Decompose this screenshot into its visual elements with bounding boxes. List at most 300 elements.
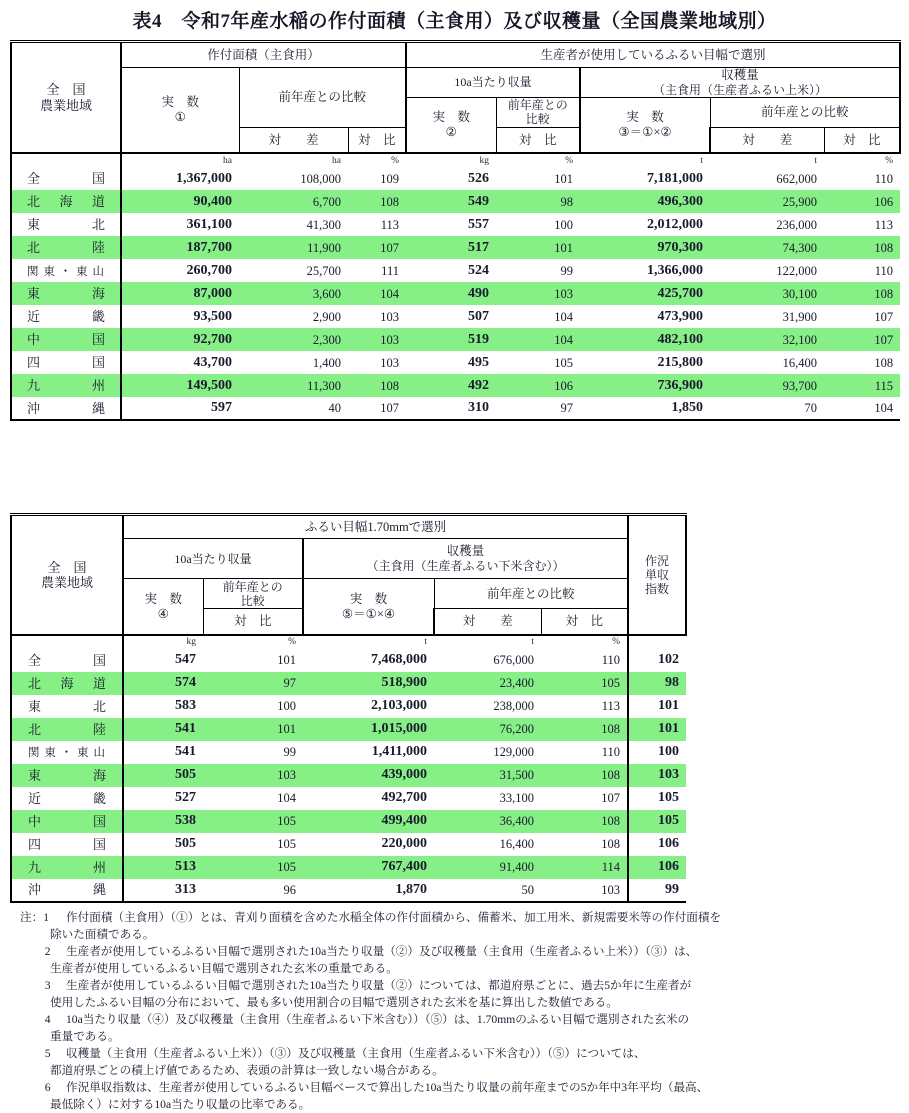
- cell-value: 970,300: [580, 236, 710, 259]
- footnote-line: [20, 977, 893, 994]
- units-stub: [11, 635, 123, 649]
- table-row: [11, 374, 900, 397]
- t1-col-yield10a-real-line1: 実 数: [432, 110, 470, 125]
- cell-value: 103: [380, 355, 399, 370]
- cell-value: 2,012,000: [647, 216, 703, 232]
- cell-value: 36,400: [434, 810, 541, 833]
- region-label-text: 沖縄: [27, 400, 105, 416]
- cell-value: 1,411,000: [371, 744, 427, 760]
- table-row: [11, 167, 900, 190]
- cell-value: 2,900: [312, 309, 341, 324]
- t2-group-sieve170: ふるい目幅1.70mmで選別: [123, 515, 628, 539]
- unit-label: [628, 635, 686, 649]
- t1-col-area-real: [121, 68, 239, 154]
- region-label-text: 四国: [27, 355, 105, 371]
- footnote-text: 重量である。: [50, 1030, 120, 1044]
- cell-value: 113: [874, 217, 894, 232]
- table-row: [11, 282, 900, 305]
- unit-label: %: [541, 635, 628, 649]
- cell-value: 122,000: [776, 263, 817, 278]
- table-row: [11, 351, 900, 374]
- footnotes: [0, 903, 909, 1113]
- row-region-label: [11, 764, 123, 787]
- t2-col-index-line1: 作況: [645, 553, 670, 568]
- cell-value: 99: [560, 263, 573, 278]
- cell-value: 106: [824, 190, 900, 213]
- cell-value: 113: [380, 217, 399, 232]
- cell-value: 99: [283, 745, 296, 760]
- table2-header: [11, 515, 686, 635]
- t2-col-harvest-ratio: 対 比: [541, 609, 628, 635]
- row-region-label: [11, 167, 121, 190]
- cell-value: 505: [175, 836, 196, 852]
- cell-value: 736,900: [580, 374, 710, 397]
- t1-col-yield10a-compare-line1: 前年産との: [507, 98, 568, 113]
- cell-value: 7,468,000: [371, 652, 427, 668]
- cell-value: 101: [628, 718, 686, 741]
- cell-value: 111: [381, 263, 399, 278]
- footnote-line: [20, 1045, 893, 1062]
- t2-col-harvest-compare: 前年産との比較: [434, 579, 628, 609]
- cell-value: 104: [496, 328, 580, 351]
- table-crop-area-and-yield: [10, 40, 901, 421]
- table-row: [11, 856, 686, 879]
- cell-value: 108: [824, 282, 900, 305]
- table-row: [11, 190, 900, 213]
- cell-value: 490: [406, 282, 496, 305]
- cell-value: 549: [406, 190, 496, 213]
- cell-value: 495: [468, 354, 489, 370]
- unit-label: ha: [239, 153, 348, 167]
- units-stub: [11, 153, 121, 167]
- cell-value: 547: [175, 652, 196, 668]
- row-region-label: [11, 282, 121, 305]
- cell-value: 1,870: [303, 879, 434, 902]
- cell-value: 103: [496, 282, 580, 305]
- row-region-label: [11, 236, 121, 259]
- footnote-text: 生産者が使用しているふるい目幅で選別された10a当たり収量（②）については、都道府県ごとに、過去5か年に生産者が: [66, 979, 692, 993]
- cell-value: 96: [203, 879, 303, 902]
- t1-col-yield10a-real: [406, 97, 496, 153]
- cell-value: 6,700: [239, 190, 348, 213]
- cell-value: 107: [601, 791, 621, 806]
- cell-value: 103: [541, 879, 628, 902]
- cell-value: 30,100: [710, 282, 824, 305]
- cell-value: 98: [628, 672, 686, 695]
- t1-col-harvest: [580, 68, 900, 98]
- cell-value: 74,300: [710, 236, 824, 259]
- cell-value: 40: [239, 397, 348, 420]
- cell-value: 103: [203, 764, 303, 787]
- t1-col-area-diff: 対 差: [239, 127, 348, 153]
- cell-value: 574: [123, 672, 203, 695]
- row-region-label: [11, 695, 123, 718]
- cell-value: 31,500: [434, 764, 541, 787]
- cell-value: 105: [628, 810, 686, 833]
- cell-value: 2,300: [239, 328, 348, 351]
- t2-col-harvest-diff: 対 差: [434, 609, 541, 635]
- cell-value: 99: [628, 879, 686, 902]
- cell-value: 361,100: [186, 216, 232, 232]
- cell-value: 97: [496, 397, 580, 420]
- region-label-text: 沖縄: [28, 882, 106, 898]
- unit-label: %: [824, 153, 900, 167]
- t2-col-harvest-line2: （主食用（生産者ふるい下米含む））: [366, 559, 565, 574]
- cell-value: 101: [628, 695, 686, 718]
- cell-value: 1,015,000: [303, 718, 434, 741]
- cell-value: 108: [348, 374, 406, 397]
- cell-value: 90,400: [121, 190, 239, 213]
- t2-stub-line1: 全 国: [47, 559, 87, 575]
- cell-value: 662,000: [776, 171, 817, 186]
- cell-value: 105: [541, 672, 628, 695]
- row-region-label: [11, 718, 123, 741]
- footnote-text: 作況単収指数は、生産者が使用しているふるい目幅ベースで算出した10a当たり収量の前年産までの5か年中3年平均（最高、: [66, 1081, 709, 1095]
- footnote-text: 使用したふるい目幅の分布において、最も多い使用割合の目幅で選別された玄米を基に算出した数値である。: [50, 996, 618, 1010]
- cell-value: 215,800: [657, 354, 703, 370]
- footnote-line: [20, 909, 893, 926]
- units-row: [11, 153, 900, 167]
- cell-value: 91,400: [434, 856, 541, 879]
- footnote-text: 除いた面積である。: [50, 927, 155, 941]
- footnote-line: [20, 1011, 893, 1028]
- table-row: [11, 810, 686, 833]
- cell-value: 108: [348, 190, 406, 213]
- t2-stub-line2: 農業地域: [40, 575, 93, 591]
- cell-value: 541: [123, 718, 203, 741]
- t1-stub-header: [11, 42, 121, 154]
- cell-value: 541: [175, 744, 196, 760]
- region-label-text: 関東・東山: [27, 265, 105, 278]
- t1-stub-line1: 全 国: [46, 82, 86, 98]
- footnote-line: [20, 1096, 893, 1113]
- cell-value: 114: [541, 856, 628, 879]
- cell-value: 526: [468, 170, 489, 186]
- cell-value: 103: [380, 309, 399, 324]
- cell-value: 492,700: [381, 790, 427, 806]
- table-row: [11, 718, 686, 741]
- table-row: [11, 305, 900, 328]
- cell-value: 76,200: [434, 718, 541, 741]
- region-label-text: 東海: [28, 767, 106, 783]
- cell-value: 70: [710, 397, 824, 420]
- table-row: [11, 213, 900, 236]
- row-region-label: [11, 213, 121, 236]
- cell-value: 105: [628, 787, 686, 810]
- page-title: 表4 令和7年産水稲の作付面積（主食用）及び収穫量（全国農業地域別）: [132, 11, 777, 32]
- t1-col-harvest-line1: 収穫量: [721, 68, 759, 82]
- cell-value: 106: [628, 833, 686, 856]
- cell-value: 97: [203, 672, 303, 695]
- cell-value: 110: [601, 653, 621, 668]
- region-label-text: 近畿: [27, 309, 105, 325]
- row-region-label: [11, 259, 121, 282]
- unit-label: kg: [406, 153, 496, 167]
- t2-col-index-line2: 単収: [645, 568, 670, 583]
- cell-value: 425,700: [580, 282, 710, 305]
- t1-stub-line2: 農業地域: [39, 97, 92, 113]
- cell-value: 260,700: [186, 262, 232, 278]
- t2-col-yield10a-real-line1: 実 数: [144, 591, 182, 606]
- t2-col-yield10a-real: [123, 579, 203, 635]
- cell-value: 43,700: [193, 354, 232, 370]
- t2-col-yield10a-compare-line2: 比較: [240, 593, 265, 608]
- cell-value: 101: [554, 171, 573, 186]
- cell-value: 11,300: [239, 374, 348, 397]
- row-region-label: [11, 351, 121, 374]
- t1-col-harvest-compare: 前年産との比較: [710, 97, 900, 127]
- t2-col-index-line3: 指数: [645, 582, 670, 597]
- region-label-text: 九州: [28, 859, 106, 875]
- cell-value: 7,181,000: [647, 170, 703, 186]
- cell-value: 100: [628, 741, 686, 764]
- cell-value: 107: [348, 397, 406, 420]
- cell-value: 107: [348, 236, 406, 259]
- cell-value: 108: [824, 236, 900, 259]
- footnote-marker: 6: [36, 1081, 51, 1095]
- t1-col-harvest-ratio: 対 比: [824, 127, 900, 153]
- cell-value: 101: [277, 653, 296, 668]
- table2-body: [11, 635, 686, 902]
- t1-col-harvest-real-line1: 実 数: [626, 110, 664, 125]
- cell-value: 93,700: [710, 374, 824, 397]
- cell-value: 32,100: [710, 328, 824, 351]
- cell-value: 110: [601, 745, 621, 760]
- cell-value: 102: [628, 649, 686, 672]
- cell-value: 505: [123, 764, 203, 787]
- table1-header: [11, 42, 900, 154]
- table1-body: [11, 153, 900, 420]
- table1-container: [0, 40, 909, 421]
- footnote-text: 収穫量（主食用（生産者ふるい上米））（③）及び収穫量（主食用（生産者ふるい下米含む））（⑤）については、: [66, 1047, 646, 1061]
- cell-value: 1,850: [580, 397, 710, 420]
- region-label-text: 東北: [28, 698, 106, 714]
- table-row: [11, 397, 900, 420]
- row-region-label: [11, 833, 123, 856]
- table-row: [11, 695, 686, 718]
- cell-value: 107: [874, 309, 894, 324]
- t2-stub-header: [11, 515, 123, 635]
- t2-col-harvest-real-line1: 実 数: [349, 591, 388, 606]
- footnote-text: 都道府県ごとの積上げ値であるため、表頭の計算は一致しない場合がある。: [50, 1064, 444, 1078]
- region-label-text: 関東・東山: [28, 747, 106, 760]
- cell-value: 439,000: [303, 764, 434, 787]
- cell-value: 115: [824, 374, 900, 397]
- cell-value: 87,000: [121, 282, 239, 305]
- region-label-text: 中国: [27, 332, 105, 348]
- cell-value: 105: [203, 810, 303, 833]
- cell-value: 104: [277, 791, 296, 806]
- t1-col-area-real-line2: ①: [174, 110, 186, 125]
- cell-value: 597: [121, 397, 239, 420]
- row-region-label: [11, 879, 123, 902]
- cell-value: 524: [468, 262, 489, 278]
- t2-col-yield10a: 10a当たり収量: [123, 539, 303, 579]
- cell-value: 33,100: [499, 791, 534, 806]
- t2-col-harvest: [303, 539, 628, 579]
- cell-value: 108: [601, 837, 621, 852]
- t1-col-harvest-real-line2: ③＝①×②: [618, 125, 672, 140]
- cell-value: 11,900: [239, 236, 348, 259]
- cell-value: 519: [406, 328, 496, 351]
- footnote-line: [20, 1079, 893, 1096]
- t1-col-area-ratio: 対 比: [348, 127, 406, 153]
- region-label-text: 全国: [27, 171, 105, 187]
- table-row: [11, 328, 900, 351]
- cell-value: 149,500: [121, 374, 239, 397]
- footnote-line: [20, 960, 893, 977]
- cell-value: 3,600: [239, 282, 348, 305]
- region-label-text: 四国: [28, 836, 106, 852]
- cell-value: 98: [496, 190, 580, 213]
- cell-value: 93,500: [193, 308, 232, 324]
- cell-value: 507: [468, 308, 489, 324]
- region-label-text: 九州: [27, 378, 105, 394]
- region-label-text: 北海道: [27, 194, 105, 210]
- cell-value: 101: [496, 236, 580, 259]
- row-region-label: [11, 672, 123, 695]
- cell-value: 104: [554, 309, 573, 324]
- t1-group-crop-area: 作付面積（主食用）: [121, 42, 406, 68]
- footnote-line: [20, 1062, 893, 1079]
- region-label-text: 全国: [28, 652, 106, 668]
- t1-col-yield10a-real-line2: ②: [445, 125, 457, 140]
- t1-col-harvest-line2: （主食用（生産者ふるい上米））: [653, 82, 828, 97]
- t1-group-producer-sieve: 生産者が使用しているふるい目幅で選別: [406, 42, 900, 68]
- footnote-marker: 3: [36, 979, 51, 993]
- cell-value: 92,700: [121, 328, 239, 351]
- footnote-line: [20, 1028, 893, 1045]
- cell-value: 236,000: [776, 217, 817, 232]
- footnote-marker: 4: [36, 1013, 51, 1027]
- cell-value: 220,000: [381, 836, 427, 852]
- t1-col-area-real-line1: 実 数: [161, 95, 199, 110]
- footnote-line: [20, 994, 893, 1011]
- cell-value: 100: [554, 217, 573, 232]
- table-row: [11, 833, 686, 856]
- cell-value: 108: [874, 355, 894, 370]
- cell-value: 527: [175, 790, 196, 806]
- cell-value: 16,400: [499, 837, 534, 852]
- table-gap-spacer: [0, 421, 909, 513]
- cell-value: 106: [496, 374, 580, 397]
- cell-value: 109: [380, 171, 399, 186]
- cell-value: 513: [123, 856, 203, 879]
- unit-label: t: [303, 635, 434, 649]
- footnote-text: 生産者が使用しているふるい目幅で選別された玄米の重量である。: [50, 962, 398, 975]
- cell-value: 496,300: [580, 190, 710, 213]
- cell-value: 103: [628, 764, 686, 787]
- cell-value: 105: [554, 355, 573, 370]
- cell-value: 583: [175, 698, 196, 714]
- cell-value: 767,400: [303, 856, 434, 879]
- cell-value: 310: [406, 397, 496, 420]
- t1-col-yield10a-compare: [496, 97, 580, 127]
- units-row: [11, 635, 686, 649]
- cell-value: 31,900: [782, 309, 817, 324]
- t1-col-yield10a: 10a当たり収量: [406, 68, 580, 98]
- unit-label: %: [496, 153, 580, 167]
- cell-value: 1,366,000: [647, 262, 703, 278]
- unit-label: %: [203, 635, 303, 649]
- row-region-label: [11, 856, 123, 879]
- cell-value: 104: [824, 397, 900, 420]
- unit-label: %: [348, 153, 406, 167]
- row-region-label: [11, 305, 121, 328]
- cell-value: 16,400: [782, 355, 817, 370]
- footnote-line: [20, 943, 893, 960]
- cell-value: 2,103,000: [371, 698, 427, 714]
- table-row: [11, 764, 686, 787]
- row-region-label: [11, 741, 123, 764]
- unit-label: t: [434, 635, 541, 649]
- cell-value: 518,900: [303, 672, 434, 695]
- t2-col-harvest-line1: 収穫量: [446, 544, 485, 559]
- cell-value: 1,367,000: [176, 170, 232, 186]
- cell-value: 106: [628, 856, 686, 879]
- cell-value: 105: [277, 837, 296, 852]
- row-region-label: [11, 397, 121, 420]
- footnote-text: 10a当たり収量（④）及び収穫量（主食用（生産者ふるい下米含む））（⑤）は、1.70mmのふるい目幅で選別された玄米の: [66, 1013, 690, 1027]
- cell-value: 313: [123, 879, 203, 902]
- cell-value: 104: [348, 282, 406, 305]
- cell-value: 23,400: [434, 672, 541, 695]
- row-region-label: [11, 190, 121, 213]
- region-label-text: 北陸: [28, 721, 106, 737]
- t2-col-yield10a-compare-line1: 前年産との: [222, 579, 283, 594]
- cell-value: 108: [541, 764, 628, 787]
- cell-value: 105: [203, 856, 303, 879]
- cell-value: 538: [123, 810, 203, 833]
- cell-value: 187,700: [121, 236, 239, 259]
- footnote-text: 最低除く）に対する10a当たり収量の比率である。: [50, 1098, 311, 1112]
- cell-value: 557: [468, 216, 489, 232]
- footnote-text: 生産者が使用しているふるい目幅で選別された10a当たり収量（②）及び収穫量（主食用（生産者ふるい上米））（③）は、: [66, 944, 698, 958]
- cell-value: 50: [434, 879, 541, 902]
- t1-col-area-compare: 前年産との比較: [239, 68, 406, 128]
- unit-label: t: [710, 153, 824, 167]
- cell-value: 41,300: [306, 217, 341, 232]
- unit-label: ha: [121, 153, 239, 167]
- t2-col-harvest-real: [303, 579, 434, 635]
- cell-value: 113: [601, 699, 621, 714]
- t2-col-yield10a-ratio: 対 比: [203, 609, 303, 635]
- cell-value: 108,000: [300, 171, 341, 186]
- footnote-text: 作付面積（主食用）（①）とは、青刈り面積を含めた水稲全体の作付面積から、備蓄米、加工用米、新規需要米等の作付面積を: [66, 910, 722, 924]
- cell-value: 499,400: [303, 810, 434, 833]
- region-label-text: 北陸: [27, 240, 105, 256]
- table-row: [11, 672, 686, 695]
- cell-value: 482,100: [580, 328, 710, 351]
- cell-value: 25,700: [306, 263, 341, 278]
- table-row: [11, 236, 900, 259]
- row-region-label: [11, 328, 121, 351]
- t1-col-harvest-real: [580, 97, 710, 153]
- region-label-text: 東北: [27, 217, 105, 233]
- cell-value: 676,000: [493, 653, 534, 668]
- t1-col-yield10a-compare-line2: 比較: [525, 112, 550, 127]
- cell-value: 108: [541, 718, 628, 741]
- cell-value: 473,900: [657, 308, 703, 324]
- cell-value: 110: [874, 171, 894, 186]
- cell-value: 517: [406, 236, 496, 259]
- cell-value: 129,000: [493, 745, 534, 760]
- row-region-label: [11, 374, 121, 397]
- table2-container: [0, 513, 909, 903]
- t2-col-yield10a-compare: [203, 579, 303, 609]
- cell-value: 108: [541, 810, 628, 833]
- t2-col-index: [628, 515, 686, 635]
